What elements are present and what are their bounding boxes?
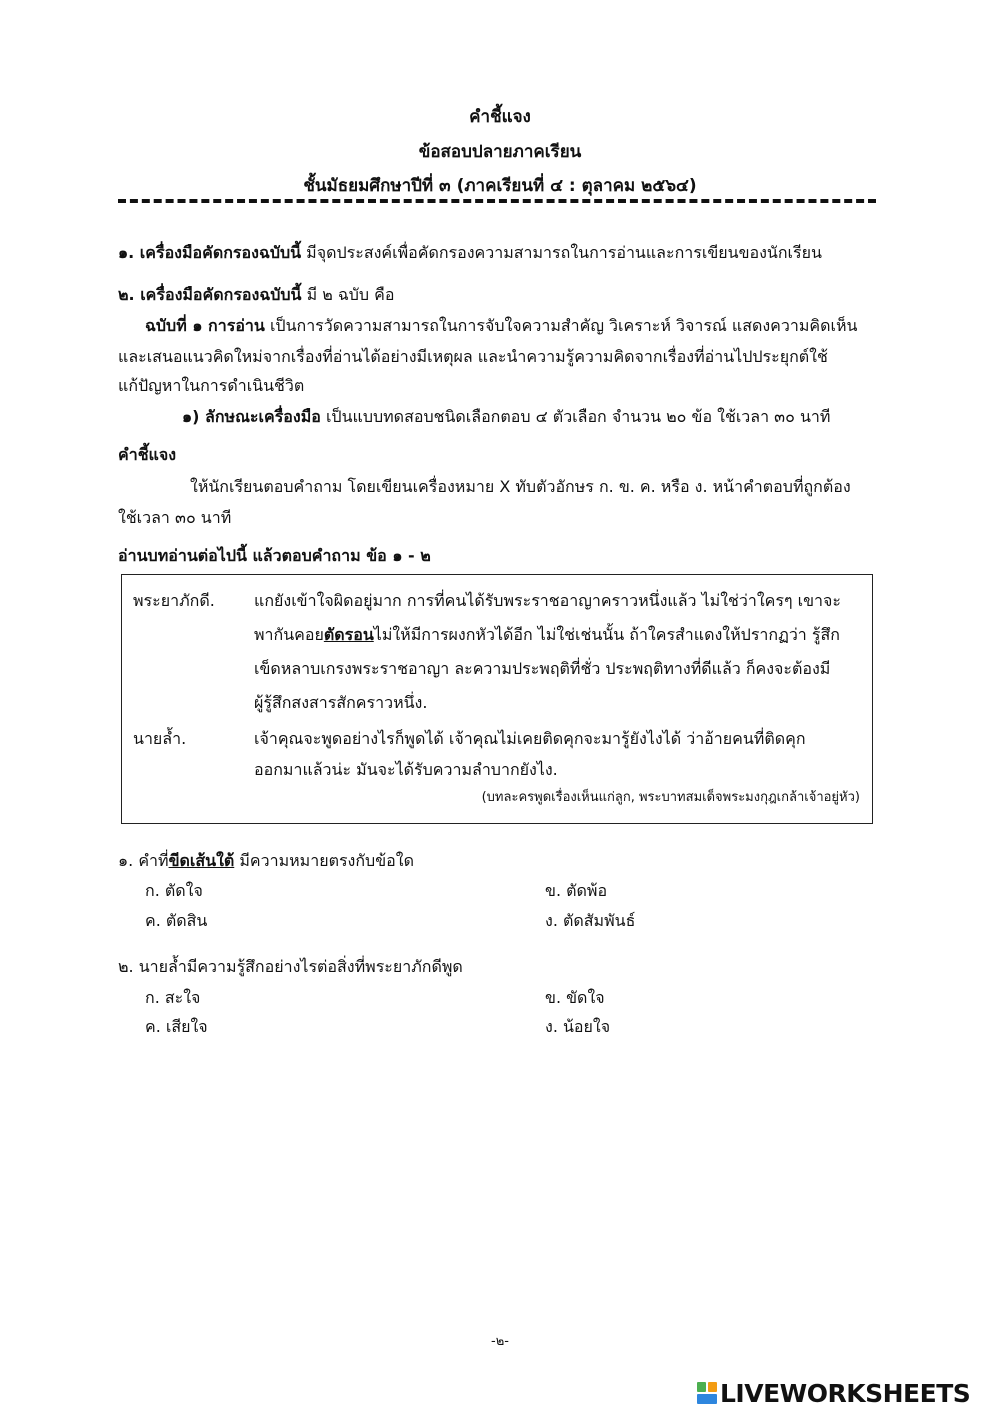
- intro-item-2-label: ๒. เครื่องมือคัดกรองฉบับนี้: [118, 285, 302, 304]
- part-1-line-1: [145, 314, 857, 339]
- dashed-divider: [118, 199, 876, 203]
- speaker-2-line-2: ออกมาแล้วน่ะ มันจะได้รับความลำบากยังไง.: [254, 760, 558, 779]
- header-title: คำชี้แจง: [469, 107, 531, 127]
- passage-source: (บทละครพูดเรื่องเห็นแก่ลูก, พระบาทสมเด็จพระมงกุฎเกล้าเจ้าอยู่หัว): [481, 790, 860, 805]
- q2-choice-a[interactable]: ก. สะใจ: [145, 988, 201, 1007]
- q2-choice-b[interactable]: ข. ขัดใจ: [545, 988, 605, 1007]
- speaker-1: พระยาภักดี.: [133, 591, 215, 610]
- tool-label: ๑) ลักษณะเครื่องมือ: [182, 407, 321, 426]
- speaker-1-line-4: ผู้รู้สึกสงสารสักคราวหนึ่ง.: [254, 693, 428, 712]
- question-1: [118, 849, 414, 874]
- header-grade-line: ชั้นมัธยมศึกษาปีที่ ๓ (ภาคเรียนที่ ๔ : ตุลาคม ๒๕๖๔): [303, 176, 697, 196]
- question-1-underlined: ขีดเส้นใต้: [168, 851, 235, 870]
- underlined-word: ตัดรอน: [323, 625, 374, 644]
- question-1-pre: ๑. คำที่: [118, 851, 169, 870]
- q1-choice-d[interactable]: ง. ตัดสัมพันธ์: [545, 911, 636, 930]
- intro-item-2: [118, 283, 394, 308]
- part-1-line-3: แก้ปัญหาในการดำเนินชีวิต: [118, 376, 305, 395]
- header-subtitle: ข้อสอบปลายภาคเรียน: [418, 142, 582, 162]
- intro-item-1-label: ๑. เครื่องมือคัดกรองฉบับนี้: [118, 243, 302, 262]
- passage-heading: อ่านบทอ่านต่อไปนี้ แล้วตอบคำถาม ข้อ ๑ - ๒: [118, 546, 431, 565]
- page-number: -๒-: [491, 1334, 509, 1349]
- liveworksheets-logo-icon: [696, 1381, 718, 1405]
- speaker-2-line-1: เจ้าคุณจะพูดอย่างไรก็พูดได้ เจ้าคุณไม่เคยติดคุกจะมารู้ยังไงได้ ว่าอ้ายคนที่ติดคุก: [254, 729, 806, 748]
- part-1-line-2: และเสนอแนวคิดใหม่จากเรื่องที่อ่านได้อย่างมีเหตุผล และนำความรู้ความคิดจากเรื่องที่อ่านไปประยุกต์ใช้: [118, 347, 828, 366]
- q1-choice-b[interactable]: ข. ตัดพ้อ: [545, 881, 608, 900]
- instructions-title: คำชี้แจง: [118, 445, 177, 464]
- speaker-1-line-1: แกยังเข้าใจผิดอยู่มาก การที่คนได้รับพระราชอาญาคราวหนึ่งแล้ว ไม่ใช่ว่าใครๆ เขาจะ: [254, 591, 841, 610]
- liveworksheets-logo[interactable]: [696, 1378, 970, 1408]
- intro-item-1-text: มีจุดประสงค์เพื่อคัดกรองความสามารถในการอ่านและการเขียนของนักเรียน: [301, 243, 822, 262]
- q2-choice-d[interactable]: ง. น้อยใจ: [545, 1017, 611, 1036]
- part-1-text: เป็นการวัดความสามารถในการจับใจความสำคัญ วิเคราะห์ วิจารณ์ แสดงความคิดเห็น: [264, 316, 858, 335]
- q2-choice-c[interactable]: ค. เสียใจ: [145, 1017, 208, 1036]
- tool-description: [182, 405, 830, 430]
- intro-item-2-text: มี ๒ ฉบับ คือ: [301, 285, 395, 304]
- liveworksheets-logo-text: LIVEWORKSHEETS: [720, 1378, 971, 1408]
- instructions-line-1: ให้นักเรียนตอบคำถาม โดยเขียนเครื่องหมาย X ทับตัวอักษร ก. ข. ค. หรือ ง. หน้าคำตอบที่ถูกต้อง: [190, 477, 851, 496]
- question-2: ๒. นายล้ำมีความรู้สึกอย่างไรต่อสิ่งที่พระยาภักดีพูด: [118, 957, 463, 976]
- speaker-1-line-2-post: ไม่ให้มีการผงกหัวได้อีก ไม่ใช่เช่นนั้น ถ้าใครสำแดงให้ปรากฏว่า รู้สึก: [373, 625, 840, 644]
- speaker-2: นายล้ำ.: [133, 729, 187, 748]
- speaker-1-line-2: [254, 623, 840, 648]
- tool-text: เป็นแบบทดสอบชนิดเลือกตอบ ๔ ตัวเลือก จำนวน ๒๐ ข้อ ใช้เวลา ๓๐ นาที: [320, 407, 831, 426]
- part-1-label: ฉบับที่ ๑ การอ่าน: [145, 316, 265, 335]
- instructions-line-2: ใช้เวลา ๓๐ นาที: [118, 508, 232, 527]
- speaker-1-line-2-pre: พากันคอย: [254, 625, 324, 644]
- question-1-post: มีความหมายตรงกับข้อใด: [234, 851, 414, 870]
- q1-choice-c[interactable]: ค. ตัดสิน: [145, 911, 208, 930]
- intro-item-1: [118, 241, 822, 266]
- q1-choice-a[interactable]: ก. ตัดใจ: [145, 881, 203, 900]
- speaker-1-line-3: เข็ดหลาบเกรงพระราชอาญา ละความประพฤติที่ชั่ว ประพฤติทางที่ดีแล้ว ก็คงจะต้องมี: [254, 659, 831, 678]
